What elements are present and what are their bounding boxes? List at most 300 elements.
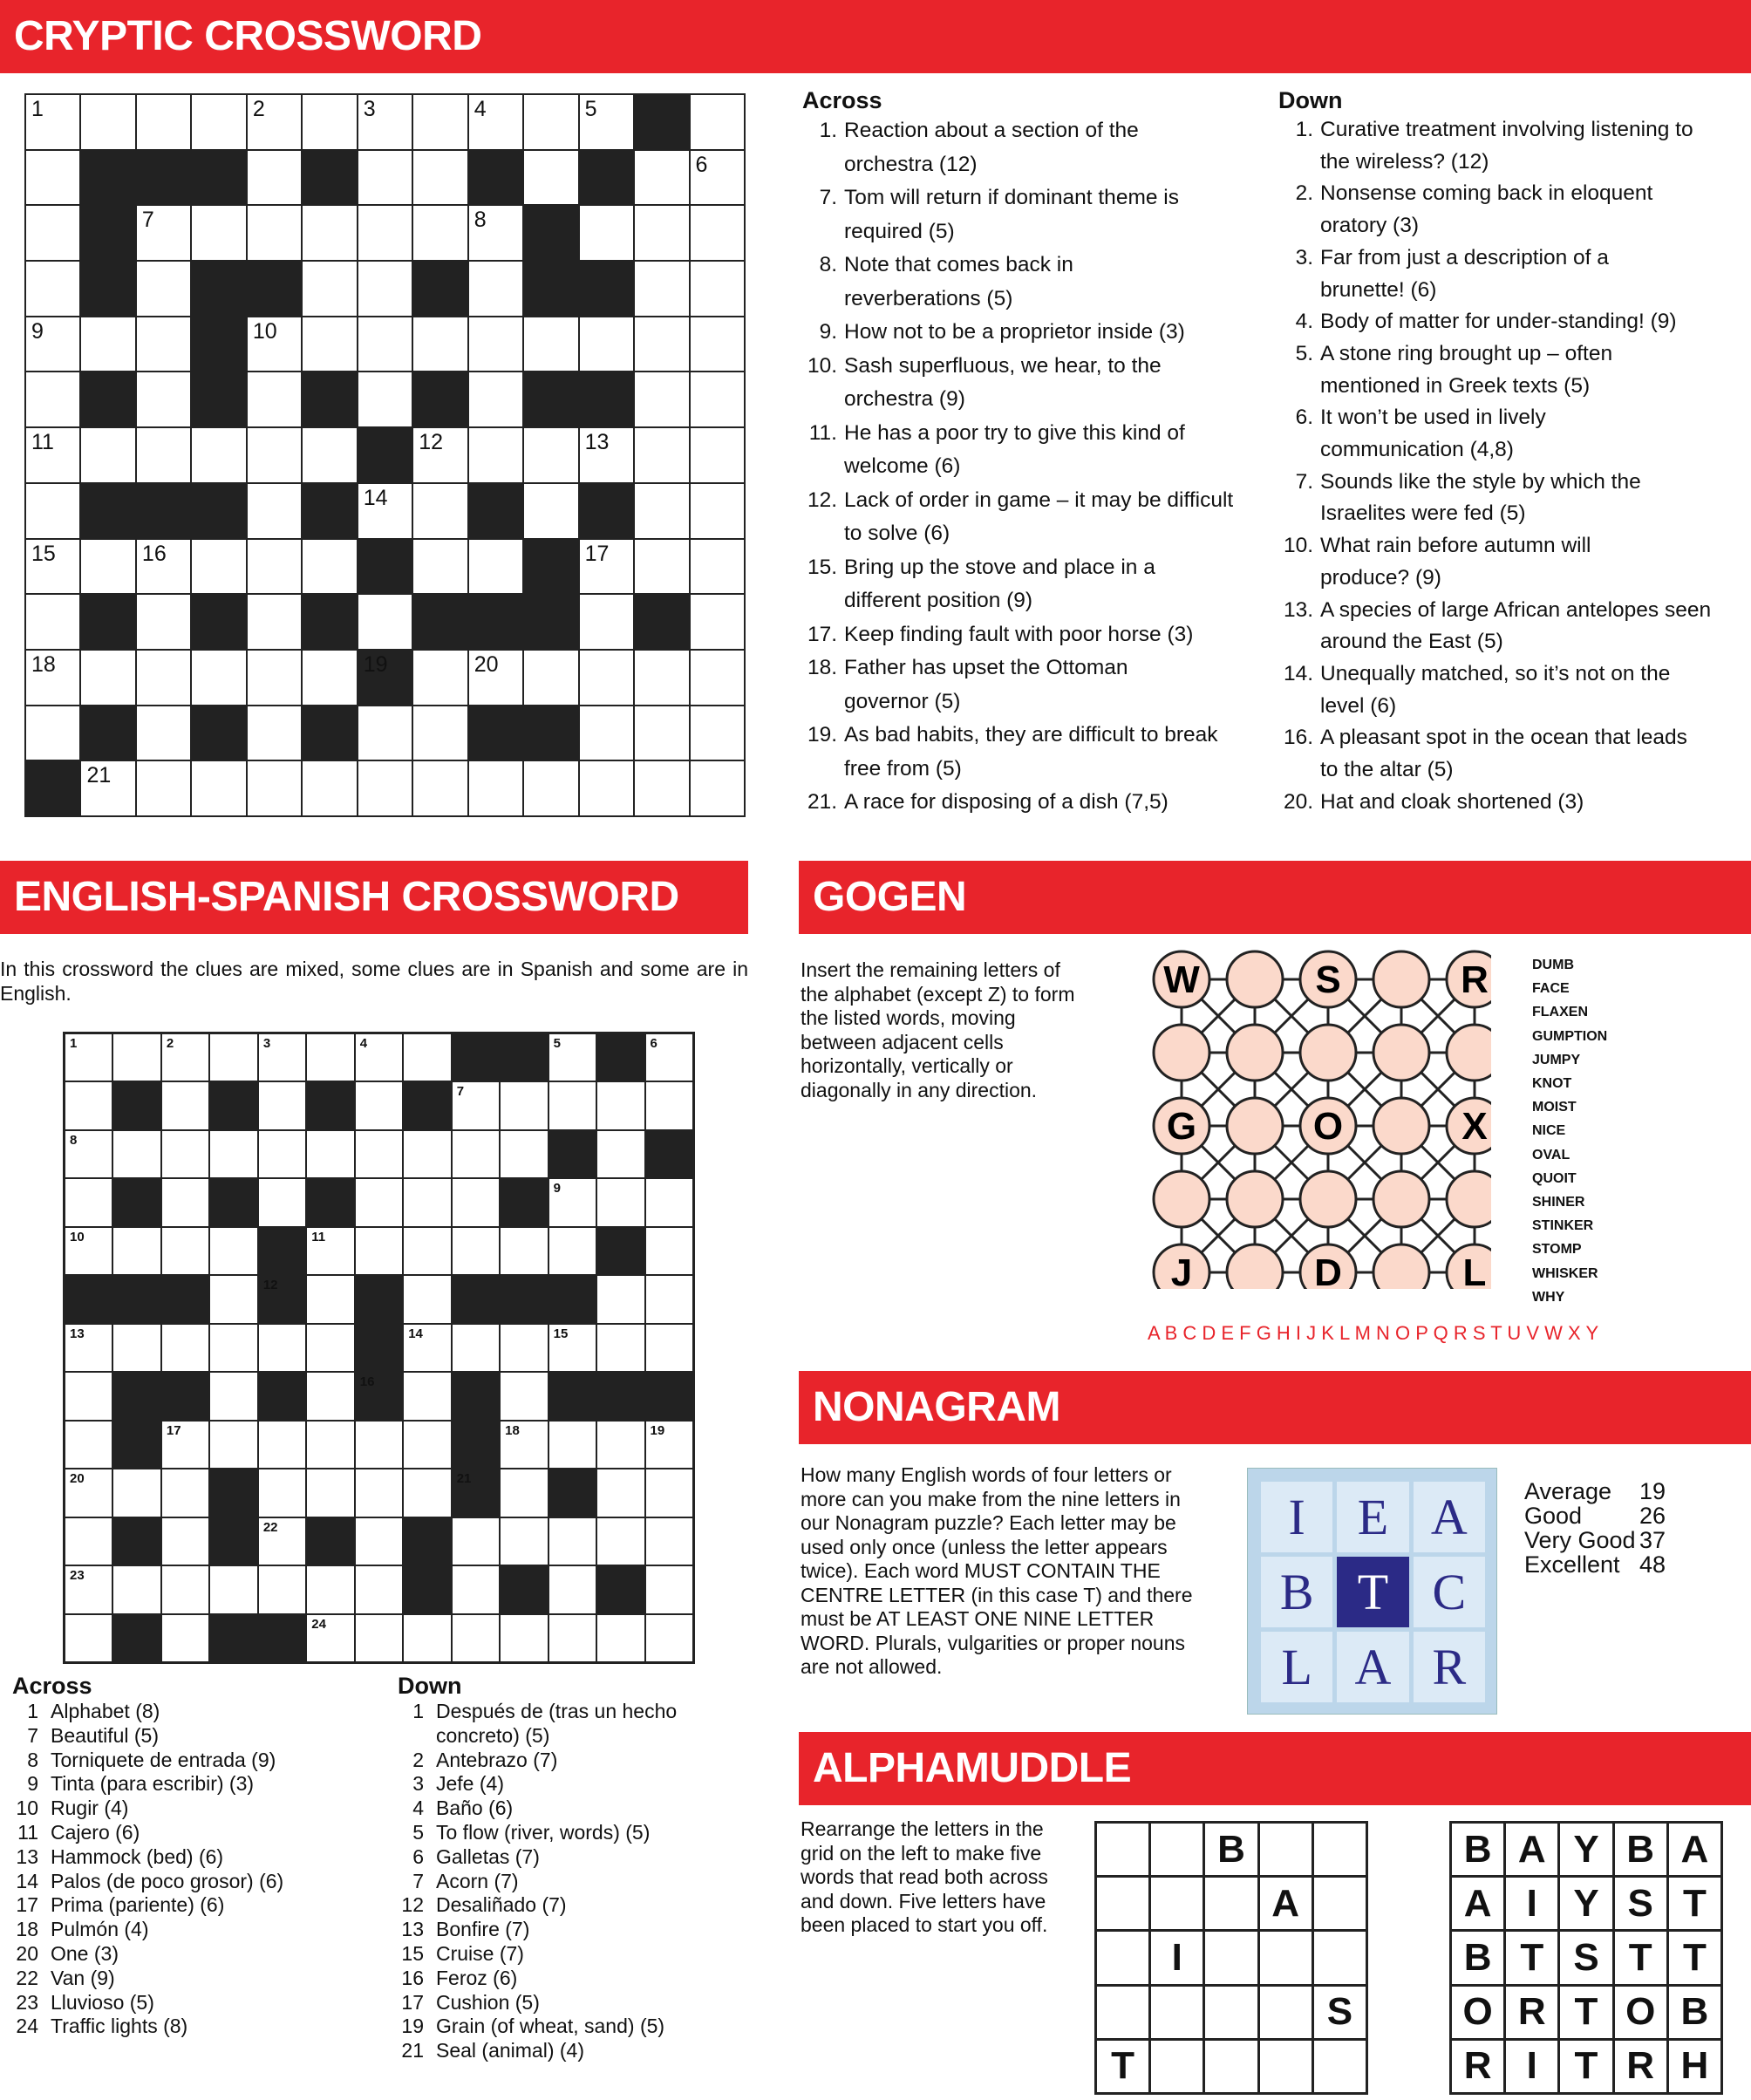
crossword-cell[interactable] (65, 1518, 112, 1565)
crossword-cell[interactable] (303, 206, 356, 260)
gogen-cell[interactable] (1154, 1171, 1209, 1227)
crossword-cell[interactable] (65, 1469, 112, 1516)
alphamuddle-cell[interactable] (1260, 1987, 1312, 2038)
crossword-cell[interactable] (501, 1615, 547, 1661)
crossword-cell[interactable] (358, 484, 412, 538)
crossword-cell[interactable] (580, 706, 633, 760)
crossword-cell[interactable] (646, 1325, 692, 1371)
crossword-cell[interactable] (113, 1131, 160, 1177)
crossword-cell[interactable] (501, 1228, 547, 1274)
crossword-cell[interactable] (404, 1179, 450, 1225)
crossword-cell[interactable] (549, 1228, 596, 1274)
crossword-cell[interactable] (469, 428, 522, 482)
crossword-cell[interactable] (635, 651, 688, 705)
crossword-cell[interactable] (635, 540, 688, 594)
crossword-cell[interactable] (597, 1518, 644, 1565)
crossword-cell[interactable] (691, 317, 744, 372)
crossword-cell[interactable] (580, 540, 633, 594)
black-cell (501, 1179, 547, 1225)
gogen-word: JUMPY (1532, 1052, 1581, 1067)
alphamuddle-cell[interactable] (1314, 1878, 1366, 1929)
crossword-cell[interactable] (356, 1228, 402, 1274)
crossword-cell[interactable] (356, 1566, 402, 1612)
crossword-cell[interactable] (192, 761, 245, 815)
crossword-cell[interactable] (404, 1469, 450, 1516)
crossword-cell[interactable] (501, 1422, 547, 1468)
crossword-cell[interactable] (501, 1325, 547, 1371)
crossword-cell[interactable] (524, 95, 577, 149)
crossword-cell[interactable] (192, 540, 245, 594)
crossword-cell[interactable] (65, 1034, 112, 1081)
crossword-cell[interactable] (549, 1566, 596, 1612)
nonagram-grid[interactable] (1261, 1482, 1485, 1702)
gogen-cell[interactable] (1300, 1171, 1356, 1227)
alphamuddle-cell[interactable] (1097, 1987, 1148, 2038)
crossword-cell[interactable] (635, 317, 688, 372)
crossword-cell[interactable] (691, 595, 744, 649)
crossword-cell[interactable] (646, 1276, 692, 1322)
crossword-cell[interactable] (259, 1131, 305, 1177)
english-spanish-grid[interactable] (63, 1032, 695, 1664)
crossword-cell[interactable] (580, 595, 633, 649)
crossword-cell[interactable] (413, 206, 467, 260)
crossword-cell[interactable] (162, 1131, 208, 1177)
crossword-cell[interactable] (248, 651, 301, 705)
alphamuddle-left-grid[interactable] (1094, 1821, 1368, 2095)
crossword-cell[interactable] (404, 1276, 450, 1322)
gogen-grid[interactable] (1142, 940, 1491, 1289)
crossword-cell[interactable] (358, 595, 412, 649)
crossword-cell[interactable] (469, 95, 522, 149)
crossword-cell[interactable] (413, 540, 467, 594)
gogen-cell[interactable] (1373, 1244, 1429, 1289)
crossword-cell[interactable] (413, 706, 467, 760)
crossword-cell[interactable] (259, 1082, 305, 1128)
crossword-cell[interactable] (597, 1179, 644, 1225)
crossword-cell[interactable] (113, 1566, 160, 1612)
crossword-cell[interactable] (635, 706, 688, 760)
crossword-cell[interactable] (162, 1082, 208, 1128)
crossword-cell[interactable] (248, 372, 301, 426)
alphamuddle-cell[interactable] (1314, 1824, 1366, 1875)
crossword-cell[interactable] (691, 540, 744, 594)
crossword-cell[interactable] (453, 1615, 499, 1661)
crossword-cell[interactable] (453, 1518, 499, 1565)
crossword-cell[interactable] (580, 317, 633, 372)
crossword-cell[interactable] (358, 706, 412, 760)
crossword-cell[interactable] (137, 761, 190, 815)
crossword-cell[interactable] (162, 1179, 208, 1225)
crossword-cell[interactable] (549, 1082, 596, 1128)
crossword-cell[interactable] (691, 95, 744, 149)
crossword-cell[interactable] (691, 262, 744, 316)
crossword-cell[interactable] (356, 1518, 402, 1565)
crossword-cell[interactable] (259, 1566, 305, 1612)
crossword-cell[interactable] (413, 484, 467, 538)
crossword-cell[interactable] (646, 1228, 692, 1274)
alphamuddle-cell[interactable] (1314, 2041, 1366, 2092)
black-cell (453, 1373, 499, 1419)
crossword-cell[interactable] (597, 1469, 644, 1516)
crossword-cell[interactable] (469, 372, 522, 426)
alphamuddle-cell[interactable] (1151, 1987, 1203, 2038)
crossword-cell[interactable] (404, 1228, 450, 1274)
crossword-cell[interactable] (524, 317, 577, 372)
crossword-cell[interactable] (635, 761, 688, 815)
crossword-cell[interactable] (524, 651, 577, 705)
crossword-cell[interactable] (26, 540, 79, 594)
crossword-cell[interactable] (307, 1034, 353, 1081)
crossword-cell[interactable] (404, 1373, 450, 1419)
crossword-cell[interactable] (162, 1566, 208, 1612)
crossword-cell[interactable] (635, 428, 688, 482)
crossword-cell[interactable] (65, 1179, 112, 1225)
crossword-cell[interactable] (307, 1422, 353, 1468)
clue-text (38, 1797, 128, 1821)
crossword-cell[interactable] (162, 1034, 208, 1081)
crossword-cell[interactable] (691, 206, 744, 260)
crossword-cell[interactable] (259, 1422, 305, 1468)
crossword-cell[interactable] (65, 1615, 112, 1661)
crossword-cell[interactable] (192, 206, 245, 260)
crossword-cell[interactable] (646, 1179, 692, 1225)
crossword-cell[interactable] (307, 1228, 353, 1274)
alphamuddle-cell[interactable]: I (1151, 1932, 1203, 1983)
crossword-cell[interactable] (597, 1082, 644, 1128)
gogen-cell[interactable] (1227, 1244, 1283, 1289)
crossword-cell[interactable] (65, 1422, 112, 1468)
crossword-cell[interactable] (210, 1422, 256, 1468)
crossword-cell[interactable] (469, 651, 522, 705)
alphamuddle-cell[interactable] (1260, 1824, 1312, 1875)
crossword-cell[interactable] (469, 317, 522, 372)
crossword-cell[interactable] (162, 1518, 208, 1565)
crossword-cell[interactable] (259, 1179, 305, 1225)
crossword-cell[interactable] (210, 1325, 256, 1371)
cryptic-crossword-grid[interactable] (24, 93, 746, 817)
crossword-cell[interactable] (404, 1422, 450, 1468)
crossword-cell[interactable] (303, 428, 356, 482)
gogen-cell[interactable] (1447, 1025, 1491, 1081)
crossword-cell[interactable] (453, 1566, 499, 1612)
alphamuddle-cell[interactable] (1205, 1878, 1257, 1929)
gogen-cell[interactable] (1447, 1171, 1491, 1227)
crossword-cell[interactable] (26, 151, 79, 205)
alphamuddle-cell[interactable] (1151, 1878, 1203, 1929)
crossword-cell[interactable] (691, 484, 744, 538)
crossword-cell[interactable] (248, 317, 301, 372)
gogen-cell[interactable] (1300, 1025, 1356, 1081)
crossword-cell[interactable] (248, 428, 301, 482)
crossword-cell[interactable] (580, 761, 633, 815)
crossword-cell[interactable] (65, 1373, 112, 1419)
crossword-cell[interactable] (501, 1469, 547, 1516)
crossword-cell[interactable] (358, 761, 412, 815)
crossword-cell[interactable] (635, 151, 688, 205)
crossword-cell[interactable] (192, 651, 245, 705)
crossword-cell[interactable] (307, 1325, 353, 1371)
crossword-cell[interactable] (248, 595, 301, 649)
gogen-cell[interactable] (1373, 1025, 1429, 1081)
crossword-cell[interactable] (162, 1228, 208, 1274)
crossword-cell[interactable] (307, 1615, 353, 1661)
crossword-cell[interactable] (248, 761, 301, 815)
alphamuddle-cell[interactable] (1151, 2041, 1203, 2092)
clue-text-line: brunette! (6) (1320, 277, 1437, 302)
crossword-cell[interactable] (356, 1469, 402, 1516)
crossword-cell[interactable] (524, 761, 577, 815)
crossword-cell[interactable] (26, 484, 79, 538)
crossword-cell[interactable] (303, 651, 356, 705)
crossword-cell[interactable] (549, 1325, 596, 1371)
crossword-cell[interactable] (113, 1228, 160, 1274)
crossword-cell[interactable] (635, 206, 688, 260)
crossword-cell[interactable] (192, 95, 245, 149)
gogen-cell[interactable] (1227, 951, 1283, 1007)
crossword-cell[interactable] (248, 95, 301, 149)
crossword-cell[interactable] (691, 372, 744, 426)
crossword-cell[interactable] (404, 1034, 450, 1081)
crossword-cell[interactable] (358, 95, 412, 149)
crossword-cell[interactable] (580, 651, 633, 705)
crossword-cell[interactable] (248, 484, 301, 538)
crossword-cell[interactable] (210, 1373, 256, 1419)
gogen-cell[interactable] (1227, 1171, 1283, 1227)
crossword-cell[interactable] (453, 1131, 499, 1177)
crossword-cell[interactable] (65, 1131, 112, 1177)
crossword-cell[interactable] (248, 206, 301, 260)
clue-text-line: It won’t be used in lively (1320, 406, 1546, 430)
crossword-cell[interactable] (580, 428, 633, 482)
crossword-cell[interactable] (469, 540, 522, 594)
gogen-cell[interactable] (1373, 1171, 1429, 1227)
crossword-cell[interactable] (137, 706, 190, 760)
crossword-cell[interactable] (635, 262, 688, 316)
crossword-cell[interactable] (210, 1131, 256, 1177)
crossword-cell[interactable] (210, 1228, 256, 1274)
crossword-cell[interactable] (65, 1228, 112, 1274)
crossword-cell[interactable] (646, 1034, 692, 1081)
crossword-cell[interactable] (635, 372, 688, 426)
crossword-cell[interactable] (597, 1615, 644, 1661)
crossword-cell[interactable] (259, 1518, 305, 1565)
crossword-cell[interactable] (259, 1325, 305, 1371)
crossword-cell[interactable] (549, 1518, 596, 1565)
crossword-cell[interactable] (303, 761, 356, 815)
crossword-cell[interactable] (691, 651, 744, 705)
crossword-cell[interactable] (469, 761, 522, 815)
crossword-cell[interactable] (358, 262, 412, 316)
crossword-cell[interactable] (162, 1469, 208, 1516)
crossword-cell[interactable] (524, 428, 577, 482)
crossword-cell[interactable] (303, 317, 356, 372)
crossword-cell[interactable] (404, 1131, 450, 1177)
crossword-cell[interactable] (453, 1179, 499, 1225)
crossword-cell[interactable] (303, 540, 356, 594)
crossword-cell[interactable] (646, 1566, 692, 1612)
crossword-cell[interactable] (501, 1373, 547, 1419)
crossword-cell[interactable] (358, 317, 412, 372)
alphamuddle-cell[interactable] (1097, 1932, 1148, 1983)
crossword-cell[interactable] (356, 1179, 402, 1225)
crossword-cell[interactable] (248, 151, 301, 205)
crossword-cell[interactable] (413, 317, 467, 372)
gogen-cell[interactable] (1227, 1098, 1283, 1154)
alphamuddle-cell[interactable]: T (1097, 2041, 1148, 2092)
crossword-cell[interactable] (137, 428, 190, 482)
crossword-cell[interactable] (137, 95, 190, 149)
crossword-cell[interactable] (137, 540, 190, 594)
crossword-cell[interactable] (549, 1422, 596, 1468)
crossword-cell[interactable] (26, 372, 79, 426)
crossword-cell[interactable] (307, 1566, 353, 1612)
alphamuddle-cell[interactable] (1097, 1824, 1148, 1875)
crossword-cell[interactable] (303, 262, 356, 316)
crossword-cell[interactable] (26, 262, 79, 316)
crossword-cell[interactable] (81, 540, 134, 594)
crossword-cell[interactable] (26, 95, 79, 149)
crossword-cell[interactable] (501, 1082, 547, 1128)
alphamuddle-cell[interactable] (1260, 1932, 1312, 1983)
crossword-cell[interactable] (356, 1082, 402, 1128)
crossword-cell[interactable] (113, 1034, 160, 1081)
crossword-cell[interactable] (691, 706, 744, 760)
crossword-cell[interactable] (646, 1615, 692, 1661)
crossword-cell[interactable] (691, 151, 744, 205)
alphamuddle-cell[interactable] (1151, 1824, 1203, 1875)
crossword-cell[interactable] (113, 1325, 160, 1371)
crossword-cell[interactable] (248, 540, 301, 594)
crossword-cell[interactable] (210, 1566, 256, 1612)
alphamuddle-cell[interactable] (1097, 1878, 1148, 1929)
crossword-cell[interactable] (635, 484, 688, 538)
crossword-cell[interactable] (356, 1422, 402, 1468)
crossword-cell[interactable] (646, 1469, 692, 1516)
alphamuddle-cell[interactable] (1205, 1987, 1257, 2038)
crossword-cell[interactable] (469, 262, 522, 316)
crossword-cell[interactable] (691, 428, 744, 482)
crossword-cell[interactable] (413, 95, 467, 149)
crossword-cell[interactable] (259, 1034, 305, 1081)
crossword-cell[interactable] (137, 651, 190, 705)
crossword-cell[interactable] (307, 1373, 353, 1419)
crossword-cell[interactable] (356, 1131, 402, 1177)
alphamuddle-cell[interactable] (1205, 1932, 1257, 1983)
crossword-cell[interactable] (358, 372, 412, 426)
alphamuddle-cell[interactable] (1260, 2041, 1312, 2092)
crossword-cell[interactable] (81, 95, 134, 149)
crossword-cell[interactable] (259, 1469, 305, 1516)
crossword-cell[interactable] (137, 595, 190, 649)
crossword-cell[interactable] (413, 761, 467, 815)
crossword-cell[interactable] (646, 1082, 692, 1128)
crossword-cell[interactable] (210, 1276, 256, 1322)
crossword-cell[interactable] (303, 95, 356, 149)
crossword-cell[interactable] (597, 1131, 644, 1177)
crossword-cell[interactable] (549, 1034, 596, 1081)
crossword-cell[interactable] (137, 317, 190, 372)
crossword-cell[interactable] (453, 1228, 499, 1274)
crossword-cell[interactable] (453, 1325, 499, 1371)
crossword-cell[interactable] (524, 151, 577, 205)
crossword-cell[interactable] (26, 428, 79, 482)
crossword-cell[interactable] (597, 1422, 644, 1468)
crossword-cell[interactable] (404, 1615, 450, 1661)
crossword-cell[interactable] (307, 1276, 353, 1322)
crossword-cell[interactable] (26, 651, 79, 705)
alphamuddle-cell[interactable]: S (1314, 1987, 1366, 2038)
crossword-cell[interactable] (192, 428, 245, 482)
crossword-cell[interactable] (501, 1131, 547, 1177)
crossword-cell[interactable] (81, 651, 134, 705)
gogen-cell[interactable] (1373, 1098, 1429, 1154)
gogen-cell[interactable] (1154, 1025, 1209, 1081)
crossword-cell[interactable] (26, 317, 79, 372)
crossword-cell[interactable] (597, 1276, 644, 1322)
crossword-cell[interactable] (137, 372, 190, 426)
crossword-cell[interactable] (65, 1082, 112, 1128)
gogen-cell[interactable] (1227, 1025, 1283, 1081)
clue-text-line: Bring up the stove and place in a (844, 555, 1155, 579)
crossword-cell[interactable] (65, 1325, 112, 1371)
crossword-cell[interactable] (691, 761, 744, 815)
crossword-cell[interactable] (356, 1034, 402, 1081)
crossword-cell[interactable] (248, 706, 301, 760)
crossword-cell[interactable] (580, 95, 633, 149)
crossword-cell[interactable] (469, 206, 522, 260)
alphamuddle-cell[interactable] (1314, 1932, 1366, 1983)
crossword-cell[interactable] (210, 1034, 256, 1081)
crossword-cell[interactable] (162, 1325, 208, 1371)
crossword-cell[interactable] (524, 484, 577, 538)
crossword-cell[interactable] (26, 595, 79, 649)
alphamuddle-cell[interactable] (1205, 2041, 1257, 2092)
crossword-cell[interactable] (413, 428, 467, 482)
crossword-cell[interactable] (501, 1518, 547, 1565)
gogen-cell[interactable] (1373, 951, 1429, 1007)
crossword-cell[interactable] (81, 317, 134, 372)
crossword-cell[interactable] (26, 706, 79, 760)
crossword-cell[interactable] (646, 1518, 692, 1565)
gogen-word-list (1532, 953, 1607, 1309)
crossword-cell[interactable] (81, 428, 134, 482)
crossword-cell[interactable] (413, 151, 467, 205)
crossword-cell[interactable] (307, 1131, 353, 1177)
crossword-cell[interactable] (413, 651, 467, 705)
crossword-cell[interactable] (356, 1615, 402, 1661)
crossword-cell[interactable] (580, 206, 633, 260)
crossword-cell[interactable] (81, 761, 134, 815)
alphamuddle-cell[interactable]: B (1205, 1824, 1257, 1875)
crossword-cell[interactable] (162, 1422, 208, 1468)
crossword-cell[interactable] (646, 1422, 692, 1468)
crossword-cell[interactable] (137, 206, 190, 260)
crossword-cell[interactable] (162, 1615, 208, 1661)
crossword-cell[interactable] (549, 1179, 596, 1225)
crossword-cell[interactable] (358, 206, 412, 260)
alphamuddle-cell[interactable]: A (1260, 1878, 1312, 1929)
crossword-cell[interactable] (358, 151, 412, 205)
crossword-cell[interactable] (137, 262, 190, 316)
crossword-cell[interactable] (65, 1566, 112, 1612)
crossword-cell[interactable] (113, 1469, 160, 1516)
crossword-cell[interactable] (307, 1469, 353, 1516)
crossword-cell[interactable] (597, 1325, 644, 1371)
crossword-cell[interactable] (453, 1082, 499, 1128)
crossword-cell[interactable] (404, 1325, 450, 1371)
crossword-cell[interactable] (26, 206, 79, 260)
crossword-cell[interactable] (549, 1615, 596, 1661)
